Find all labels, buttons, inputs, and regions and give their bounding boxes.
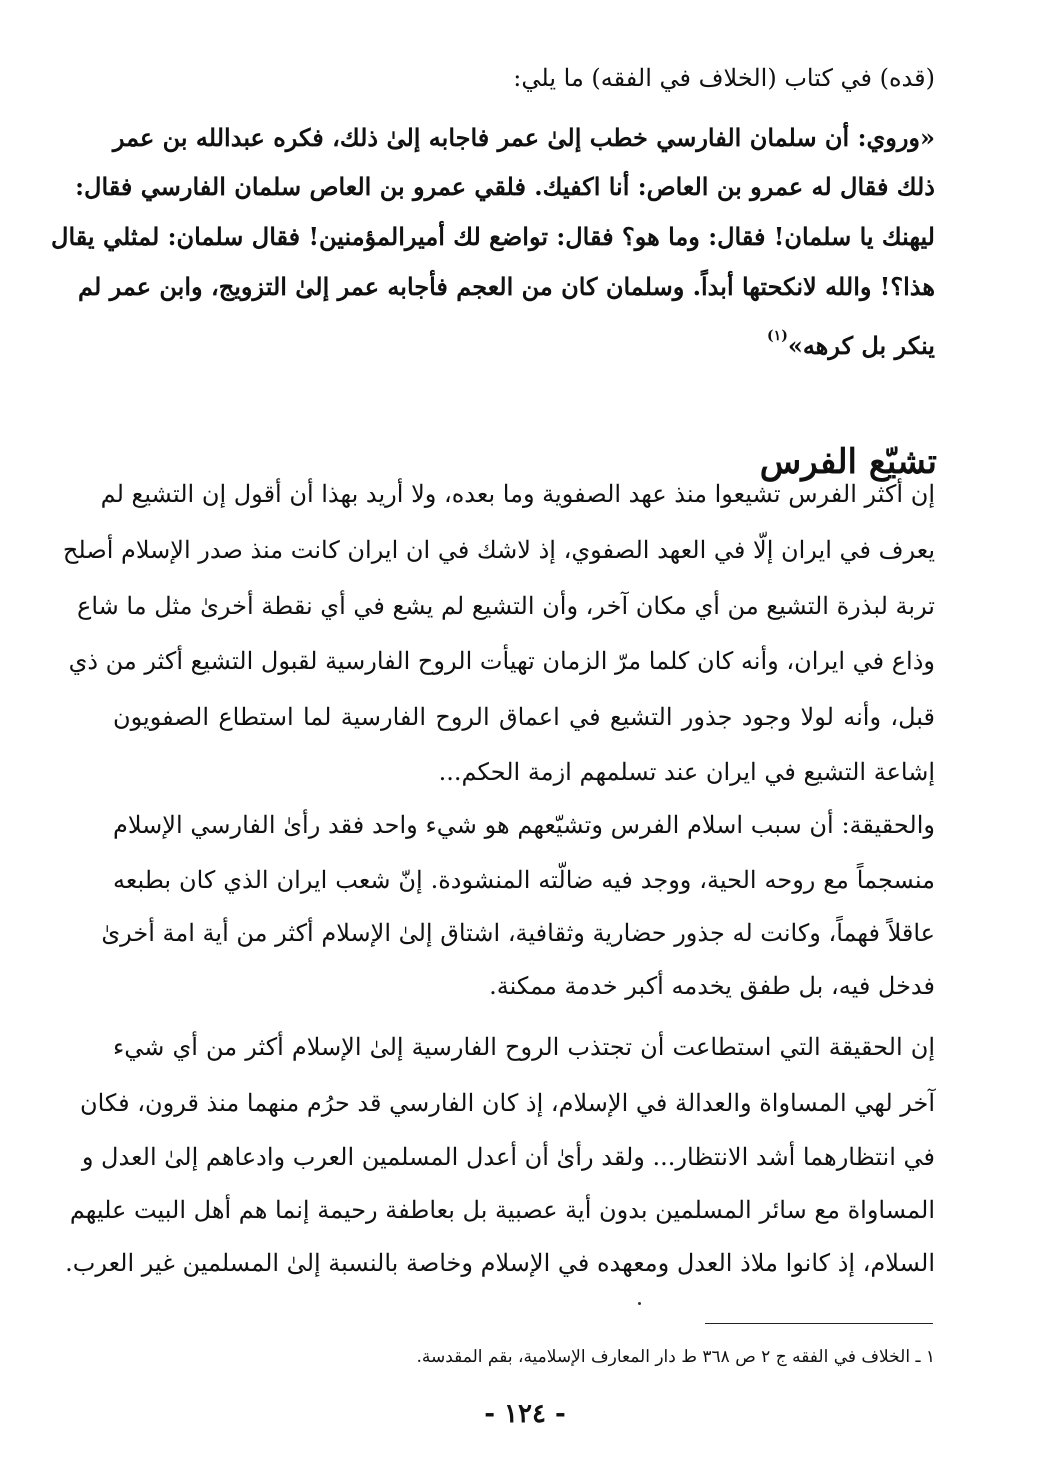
footnote-text: ١ ـ الخلاف في الفقه ج ٢ ص ٣٦٨ ط دار المعارف الإسلامية، بقم المقدسة.	[416, 1347, 935, 1367]
paragraph3-line-2: آخر لهي المساواة والعدالة في الإسلام، إذ كان الفارسي قد حرُم منهما منذ قرون، فكان	[79, 1089, 935, 1117]
page-number: - ١٢٤ -	[484, 1399, 566, 1429]
footnote-reference: (١)	[767, 328, 788, 344]
section-title: تشيّع الفرس	[759, 442, 937, 482]
quote-line-4: هذا؟! والله لانكحتها أبداً. وسلمان كان من العجم فأجابه عمر إلىٰ التزويج، وابن عمر لم	[77, 272, 935, 301]
paragraph1-line-3: تربة لبذرة التشيع من أي مكان آخر، وأن التشيع لم يشع في أي نقطة أخرىٰ مثل ما شاع	[77, 592, 935, 620]
print-speck	[638, 1302, 641, 1305]
paragraph2-line-3: عاقلاً فهماً، وكانت له جذور حضارية وثقافية، اشتاق إلىٰ الإسلام أكثر من أية امة أخرىٰ	[101, 919, 935, 947]
paragraph1-line-6: إشاعة التشيع في ايران عند تسلمهم ازمة الحكم...	[438, 758, 935, 786]
quote-line-3: ليهنك يا سلمان! فقال: وما هو؟ فقال: تواضع لك أميرالمؤمنين! فقال سلمان: لمثلي يقال	[51, 222, 935, 251]
paragraph3-line-1: إن الحقيقة التي استطاعت أن تجتذب الروح الفارسية إلىٰ الإسلام أكثر من أي شيء	[113, 1033, 936, 1061]
quote-line-1: «وروي: أن سلمان الفارسي خطب إلىٰ عمر فاجابه إلىٰ ذلك، فكره عبدالله بن عمر	[112, 123, 935, 152]
paragraph3-line-3: في انتظارهما أشد الانتظار... ولقد رأىٰ أن أعدل المسلمين العرب وادعاهم إلىٰ العدل و	[81, 1143, 935, 1171]
paragraph1-line-1: إن أكثر الفرس تشيعوا منذ عهد الصفوية وما بعده، ولا أريد بهذا أن أقول إن التشيع لم	[100, 480, 935, 508]
paragraph2-line-4: فدخل فيه، بل طفق يخدمه أكبر خدمة ممكنة.	[489, 972, 935, 1000]
paragraph1-line-4: وذاع في ايران، وأنه كان كلما مرّ الزمان تهيأت الروح الفارسية لقبول التشيع أكثر من ذي	[68, 647, 935, 675]
quote-line-2: ذلك فقال له عمرو بن العاص: أنا اكفيك. فلقي عمرو بن العاص سلمان الفارسي فقال:	[75, 172, 935, 201]
paragraph3-line-5: السلام، إذ كانوا ملاذ العدل ومعهده في الإسلام وخاصة بالنسبة إلىٰ المسلمين غير العرب.	[65, 1249, 935, 1277]
quote-line-5	[113, 326, 935, 366]
paragraph2-line-2: منسجماً مع روحه الحية، ووجد فيه ضالّته المنشودة. إنّ شعب ايران الذي كان بطبعه	[113, 866, 935, 894]
intro-line: (قده) في كتاب (الخلاف في الفقه) ما يلي:	[513, 64, 935, 92]
paragraph1-line-2: يعرف في ايران إلّا في العهد الصفوي، إذ لاشك في ان ايران كانت منذ صدر الإسلام أصلح	[62, 536, 935, 564]
quote-last-text: ينكر بل كرهه»	[787, 331, 935, 360]
paragraph1-line-5: قبل، وأنه لولا وجود جذور التشيع في اعماق الروح الفارسية لما استطاع الصفويون	[113, 703, 935, 731]
paragraph2-line-1: والحقيقة: أن سبب اسلام الفرس وتشيّعهم هو شيء واحد فقد رأىٰ الفارسي الإسلام	[113, 811, 935, 839]
footnote-separator	[705, 1323, 933, 1324]
paragraph3-line-4: المساواة مع سائر المسلمين بدون أية عصبية بل بعاطفة رحيمة إنما هم أهل البيت عليهم	[69, 1196, 935, 1224]
